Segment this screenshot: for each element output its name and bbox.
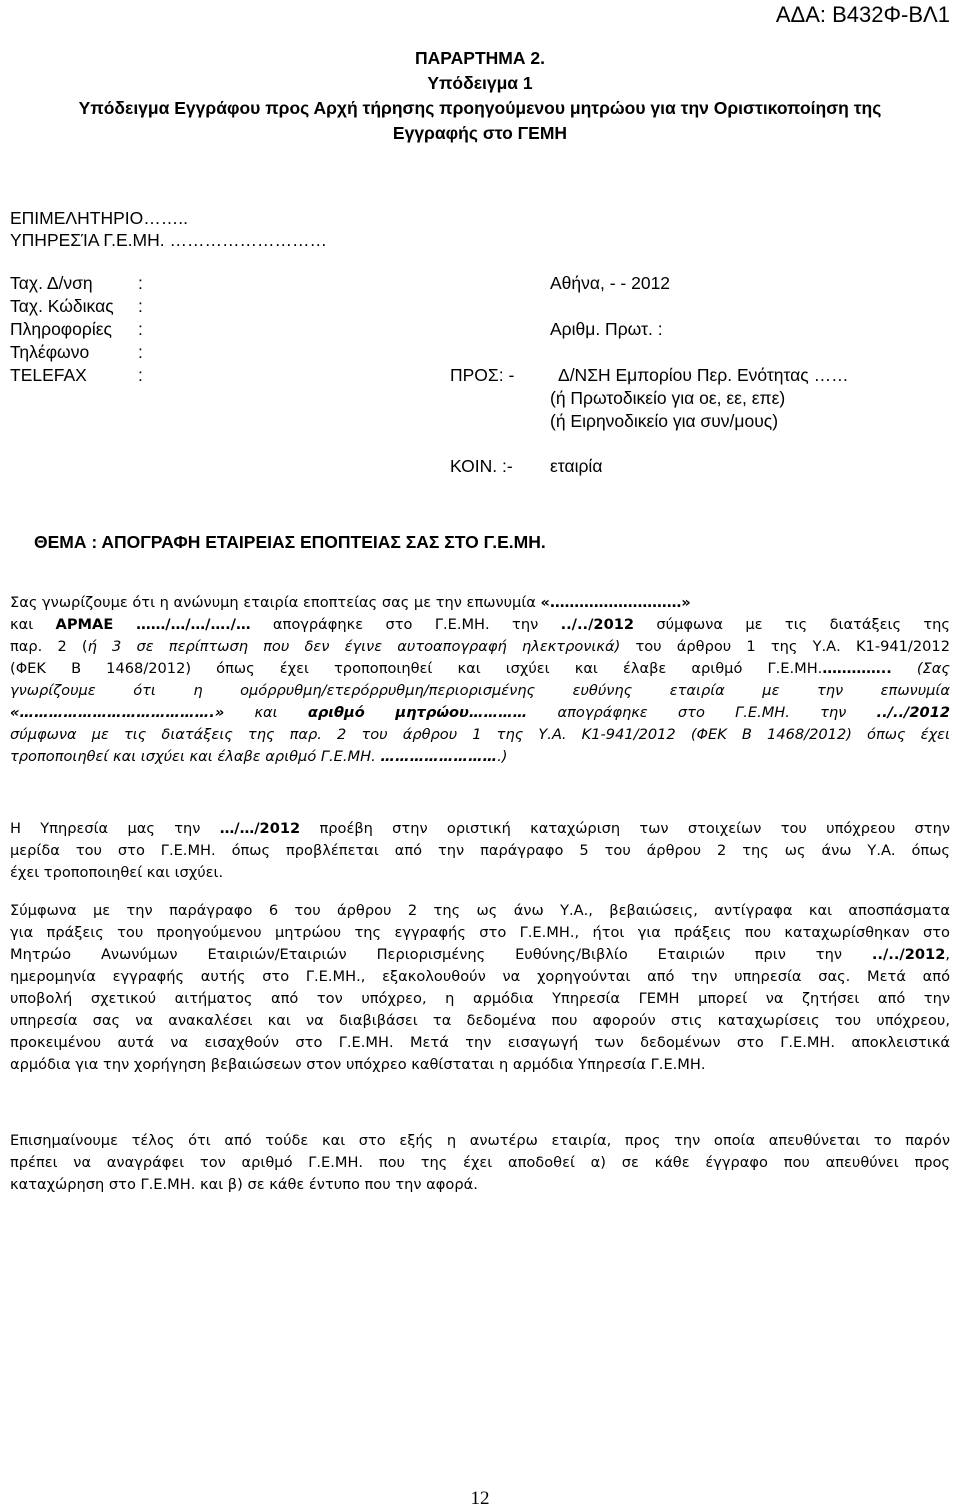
p3-line-7 xyxy=(10,1032,950,1054)
p2-text: μερίδα του στο Γ.Ε.ΜΗ. όπως προβλέπεται από την παράγραφο 5 του άρθρου 2 της ως άνω Υ.Α. όπως xyxy=(10,842,950,859)
template-number: Υπόδειγμα 1 xyxy=(427,73,533,93)
field-postcode-colon: : xyxy=(138,296,143,316)
p4-text: Επισημαίνουμε τέλος ότι από τούδε και στο εξής η ανωτέρω εταιρία, προς την οποία απευθύνεται το παρόν xyxy=(10,1132,950,1149)
p3-text: υπηρεσία σας να ανακαλέσει και να διαβιβάσει τα δεδομένα που αφορούν στις καταχωρίσεις του υπόχρεου, xyxy=(10,1012,950,1029)
document-title-cont: Εγγραφής στο ΓΕΜΗ xyxy=(392,123,568,143)
recipient-line-1: Δ/ΝΣΗ Εμπορίου Περ. Ενότητας …… xyxy=(558,365,849,385)
company-name-placeholder: «………………………» xyxy=(540,594,691,611)
field-telefax-colon: : xyxy=(138,365,143,385)
field-info-label: Πληροφορίες xyxy=(10,319,112,339)
p3-text: Σύμφωνα με την παράγραφο 6 του άρθρου 2 της ως άνω Υ.Α., βεβαιώσεις, αντίγραφα και αποσπάσματα xyxy=(10,902,950,919)
date-placeholder: ../../2012 xyxy=(876,704,951,721)
page-number: 12 xyxy=(470,1488,490,1509)
p3-line-4 xyxy=(10,966,950,988)
paragraph-2 xyxy=(10,818,950,884)
p1-line-7 xyxy=(10,724,950,746)
field-telefax-label: TELEFAX xyxy=(10,365,87,385)
p1-italic-text: σύμφωνα με τις διατάξεις της παρ. 2 του άρθρου 1 της Υ.Α. Κ1-941/2012 (ΦΕΚ Β 1468/2012) όπως έχει xyxy=(10,726,950,743)
p1-italic-note: ή 3 σε περίπτωση που δεν έγινε αυτοαπογραφή ηλεκτρονικά) xyxy=(87,638,621,655)
p1-italic-text: .) xyxy=(497,748,508,765)
cc-label: ΚΟΙΝ. :- xyxy=(450,456,513,476)
date-line: Αθήνα, - - 2012 xyxy=(550,273,671,293)
date-placeholder: …/…/2012 xyxy=(219,820,301,837)
p1-text: (ΦΕΚ Β 1468/2012) όπως έχει τροποποιηθεί και ισχύει και έλαβε αριθμό Γ.Ε.ΜΗ. xyxy=(10,660,823,677)
p3-text: ημερομηνία εγγραφής αυτής στο Γ.Ε.ΜΗ., εξακολουθούν να χορηγούνται από την υπηρεσία σας. Μετά από xyxy=(10,968,950,985)
p1-line-8 xyxy=(10,746,950,768)
p1-text: Σας γνωρίζουμε ότι η ανώνυμη εταιρία εποπτείας σας με την επωνυμία xyxy=(10,594,541,611)
p1-italic-text: απογράφηκε στο Γ.Ε.ΜΗ. την xyxy=(527,704,877,721)
recipient-line-2: (ή Πρωτοδικείο για οε, εε, επε) xyxy=(550,388,786,408)
p1-text: και xyxy=(10,616,56,633)
p1-italic-text: γνωρίζουμε ότι η ομόρρυθμη/ετερόρρυθμη/περιορισμένης ευθύνης εταιρία με την επωνυμία xyxy=(10,682,950,699)
annex-title: ΠΑΡΑΡΤΗΜΑ 2. xyxy=(415,48,545,68)
p2-line-3 xyxy=(10,862,950,884)
date-placeholder: ../../2012 xyxy=(560,616,635,633)
gemi-number-placeholder: ………….. xyxy=(822,660,892,677)
field-address-colon: : xyxy=(138,273,143,293)
ada-code: ΑΔΑ: Β432Φ-ΒΛ1 xyxy=(775,2,950,27)
p4-line-1 xyxy=(10,1130,950,1152)
p3-line-8 xyxy=(10,1054,950,1076)
armae-placeholder: ΑΡΜΑΕ ……/…/…/…./… xyxy=(55,616,251,633)
p1-text: παρ. 2 ( xyxy=(10,638,88,655)
p3-line-5 xyxy=(10,988,950,1010)
p4-text: καταχώρηση στο Γ.Ε.ΜΗ. και β) σε κάθε έντυπο που την αφορά. xyxy=(10,1176,478,1193)
document-title: Υπόδειγμα Εγγράφου προς Αρχή τήρησης προηγούμενου μητρώου για την Οριστικοποίηση της xyxy=(78,98,882,118)
company-name-placeholder: «………………………………….» xyxy=(10,704,225,721)
p2-line-2 xyxy=(10,840,950,862)
registry-number-placeholder: ………… xyxy=(468,704,528,721)
p4-text: πρέπει να αναγράφει τον αριθμό Γ.Ε.ΜΗ. που της έχει αποδοθεί α) σε κάθε έγγραφο που απευθύνει προς xyxy=(10,1154,950,1171)
p3-line-2 xyxy=(10,922,950,944)
p1-line-4 xyxy=(10,658,950,680)
p1-line-1 xyxy=(10,592,950,614)
paragraph-1 xyxy=(10,592,950,768)
field-phone-label: Τηλέφωνο xyxy=(10,342,90,362)
p1-line-2 xyxy=(10,614,950,636)
subject-line: ΘΕΜΑ : ΑΠΟΓΡΑΦΗ ΕΤΑΙΡΕΙΑΣ ΕΠΟΠΤΕΙΑΣ ΣΑΣ ΣΤΟ Γ.Ε.ΜΗ. xyxy=(34,532,546,552)
p1-italic-text: τροποποιηθεί και ισχύει και έλαβε αριθμό Γ.Ε.ΜΗ. xyxy=(10,748,381,765)
p1-text: σύμφωνα με τις διατάξεις της xyxy=(634,616,950,633)
p1-line-6 xyxy=(10,702,950,724)
protocol-number: Αριθμ. Πρωτ. : xyxy=(550,319,663,339)
p2-text: έχει τροποποιηθεί και ισχύει. xyxy=(10,864,224,881)
p1-italic-text: και xyxy=(224,704,308,721)
p3-line-3 xyxy=(10,944,950,966)
p2-text: προέβη στην οριστική καταχώριση των στοιχείων του υπόχρεου στην xyxy=(300,820,950,837)
p3-line-6 xyxy=(10,1010,950,1032)
p4-line-2 xyxy=(10,1152,950,1174)
registry-number-label: αριθμό μητρώου xyxy=(307,704,469,721)
p3-text: , xyxy=(945,946,950,963)
p1-line-5 xyxy=(10,680,950,702)
p1-italic-note: (Σας xyxy=(891,660,950,677)
p1-line-3 xyxy=(10,636,950,658)
p4-line-3 xyxy=(10,1174,950,1196)
p1-text: του άρθρου 1 της Υ.Α. Κ1-941/2012 xyxy=(620,638,950,655)
p3-line-1 xyxy=(10,900,950,922)
p3-text: Μητρώο Ανωνύμων Εταιριών/Εταιριών Περιορισμένης Ευθύνης/Βιβλίο Εταιριών πριν την xyxy=(10,946,872,963)
p3-text: υποβολή σχετικού αιτήματος από τον υπόχρεο, η αρμόδια Υπηρεσία ΓΕΜΗ μπορεί να ζητήσει από την xyxy=(10,990,950,1007)
field-address-label: Ταχ. Δ/νση xyxy=(10,273,93,293)
sender-service: ΥΠΗΡΕΣΊΑ Γ.Ε.ΜΗ. ……………………… xyxy=(10,230,327,250)
paragraph-3 xyxy=(10,900,950,1076)
p1-text: απογράφηκε στο Γ.Ε.ΜΗ. την xyxy=(250,616,561,633)
field-postcode-label: Ταχ. Κώδικας xyxy=(10,296,114,316)
sender-chamber: ΕΠΙΜΕΛΗΤΗΡΙΟ…….. xyxy=(10,208,188,228)
p2-text: Η Υπηρεσία μας την xyxy=(10,820,220,837)
p3-text: αρμόδια για την χορήγηση βεβαιώσεων στον υπόχρεο καθίσταται η αρμόδια Υπηρεσία Γ.Ε.ΜΗ. xyxy=(10,1056,706,1073)
p3-text: προκειμένου αυτά να εισαχθούν στο Γ.Ε.ΜΗ. Μετά την εισαγωγή των δεδομένων στο Γ.Ε.ΜΗ. αποκλειστικά xyxy=(10,1034,950,1051)
paragraph-4 xyxy=(10,1130,950,1196)
cc-value: εταιρία xyxy=(550,456,603,476)
p3-text: για πράξεις του προηγούμενου μητρώου της εγγραφής στο Γ.Ε.ΜΗ., ήτοι για πράξεις που καταχωρίσθηκαν στο xyxy=(10,924,950,941)
date-placeholder: ../../2012 xyxy=(871,946,946,963)
gemi-number-placeholder: …………………… xyxy=(380,748,498,765)
p2-line-1 xyxy=(10,818,950,840)
field-phone-colon: : xyxy=(138,342,143,362)
recipient-label: ΠΡΟΣ: - xyxy=(450,365,515,385)
field-info-colon: : xyxy=(138,319,143,339)
recipient-line-3: (ή Ειρηνοδικείο για συν/μους) xyxy=(550,411,779,431)
